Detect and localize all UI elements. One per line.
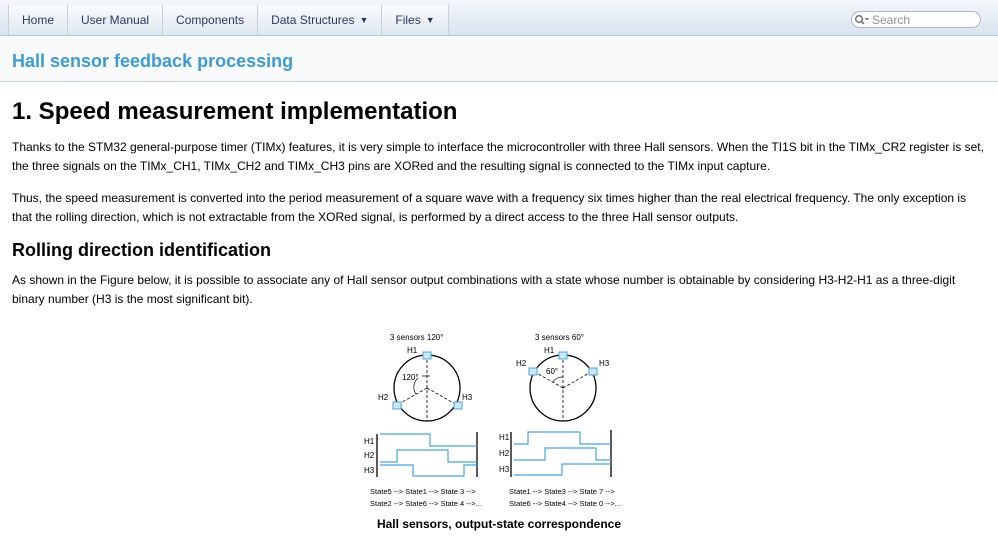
sensor-h3 xyxy=(454,402,462,409)
page-title: Hall sensor feedback processing xyxy=(12,51,294,71)
label-h1-120: H1 xyxy=(407,346,418,355)
figure-60 xyxy=(499,333,621,508)
wave-label-h2-60: H2 xyxy=(499,449,510,458)
sensor-h2 xyxy=(529,368,537,375)
search-input[interactable] xyxy=(872,13,970,27)
nav-files[interactable] xyxy=(382,5,448,35)
wave-h1 xyxy=(380,434,477,446)
axis-line xyxy=(563,372,591,388)
nav-components-label: Components xyxy=(176,13,245,27)
wave-label-h3-120: H3 xyxy=(364,466,375,475)
state-seq-2-60: State6 --> State4 --> State 0 -->... xyxy=(509,499,621,508)
wave-h1 xyxy=(514,432,611,444)
nav-tabs xyxy=(8,5,449,35)
subsection-heading: Rolling direction identification xyxy=(12,240,271,260)
label-h3-120: H3 xyxy=(462,393,473,402)
state-seq-1-120: State5 --> State1 --> State 3 --> xyxy=(370,487,476,496)
figure-120 xyxy=(364,333,482,508)
angle-arc xyxy=(553,377,563,382)
nav-components[interactable] xyxy=(163,5,258,35)
angle-label-60: 60° xyxy=(546,367,559,376)
caret-down-icon: ▼ xyxy=(425,15,435,25)
hall-sensor-figure xyxy=(360,328,660,538)
nav-user-manual[interactable] xyxy=(68,5,163,35)
nav-home[interactable] xyxy=(9,5,68,35)
sensor-h1 xyxy=(423,352,431,359)
wave-label-h1-120: H1 xyxy=(364,437,375,446)
section-heading: 1. Speed measurement implementation xyxy=(12,98,458,125)
sensor-h2 xyxy=(393,402,401,409)
sensor-h3 xyxy=(589,368,597,375)
figure-caption: Hall sensors, output-state correspondence xyxy=(376,517,622,531)
title-60: 3 sensors 60° xyxy=(535,333,585,342)
caret-down-icon: ▼ xyxy=(359,15,369,25)
main-content xyxy=(12,96,986,309)
search-icon[interactable] xyxy=(852,12,872,27)
nav-data-structures-label: Data Structures xyxy=(271,13,355,27)
paragraph-speed: Thus, the speed measurement is converted into the period measurement of a square wave with a frequency six times higher than the real electrical frequency. The only exception is that the rolling direction, which is not extractable from the XORed signal, is performed by a direct access to the three Hall sensor outputs. xyxy=(12,191,967,224)
wave-label-h2-120: H2 xyxy=(364,451,375,460)
label-h2-60: H2 xyxy=(516,359,527,368)
wave-h2 xyxy=(380,450,477,462)
wave-label-h1-60: H1 xyxy=(499,433,510,442)
axis-line xyxy=(427,388,457,405)
paragraph-intro: Thanks to the STM32 general-purpose timer (TIMx) features, it is very simple to interface the microcontroller with three Hall sensors. When the TI1S bit in the TIMx_CR2 register is set, the three signals on the TIMx_CH1, TIMx_CH2 and TIMx_CH3 pins are XORed and the resulting signal is connected to the TIMx input capture. xyxy=(12,140,984,173)
angle-label-120: 120° xyxy=(402,373,419,382)
label-h2-120: H2 xyxy=(378,393,389,402)
state-seq-1-60: State1 --> State3 --> State 7 --> xyxy=(509,487,615,496)
wave-h2 xyxy=(514,448,611,460)
label-h3-60: H3 xyxy=(599,359,610,368)
wave-h3 xyxy=(514,464,611,475)
nav-user-manual-label: User Manual xyxy=(81,13,150,27)
paragraph-direction: As shown in the Figure below, it is possible to associate any of Hall sensor output combinations with a state whose number is obtainable by considering H3-H2-H1 as a three-digit binary number (H3 is the most significant bit). xyxy=(12,273,956,306)
title-120: 3 sensors 120° xyxy=(390,333,444,342)
wave-label-h3-60: H3 xyxy=(499,465,510,474)
search-box xyxy=(851,11,981,28)
nav-data-structures[interactable] xyxy=(258,5,382,35)
nav-home-label: Home xyxy=(22,13,55,27)
label-h1-60: H1 xyxy=(544,346,555,355)
navbar xyxy=(0,0,998,36)
wave-h3 xyxy=(380,465,477,476)
nav-files-label: Files xyxy=(395,13,421,27)
sensor-h1 xyxy=(559,352,567,359)
state-seq-2-120: State2 --> State6 --> State 4 -->... xyxy=(370,499,482,508)
page-header xyxy=(0,37,998,82)
